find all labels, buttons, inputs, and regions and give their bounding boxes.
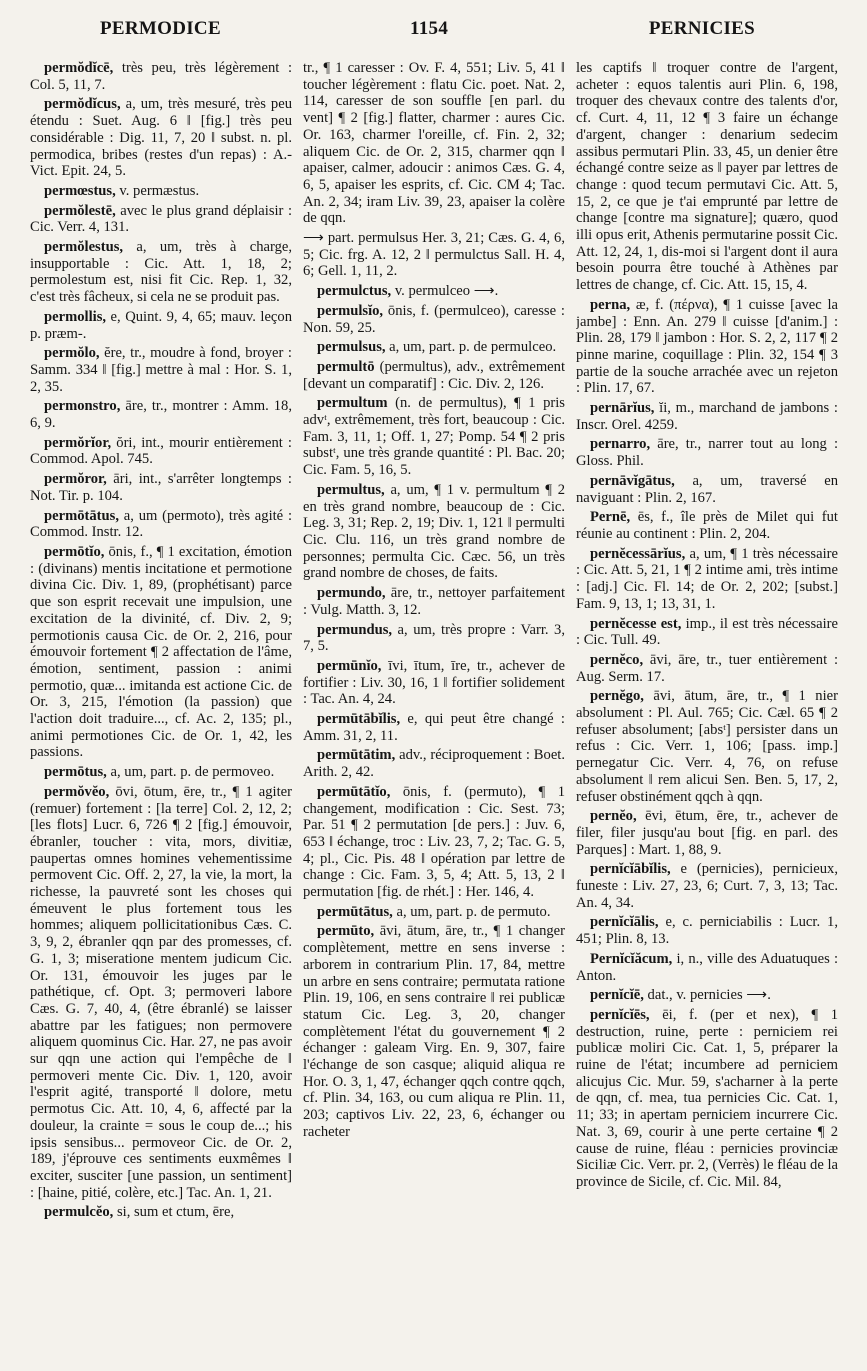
entry-definition: a, um, très mesuré, très peu étendu : Suet. Aug. 6 ‖ [fig.] très peu considérable : Dig. 11, 7, 20 ‖ subst. n. pl. permodica, bribes (restes d'un repas) : A.-Vict. Epit. 24, 5. (30, 96, 292, 180)
entry-headword: permundo, (317, 585, 386, 602)
entry-definition: a, um (permoto), très agité : Commod. Instr. 12. (30, 507, 292, 541)
dictionary-entry (576, 861, 838, 911)
entry-definition: avec le plus grand déplaisir : Cic. Verr. 4, 131. (30, 202, 292, 236)
entry-headword: pernĕgo, (590, 688, 644, 705)
dictionary-entry (30, 764, 292, 781)
entry-definition: v. permæstus. (115, 182, 200, 199)
entry-headword: permŏdĭcus, (44, 96, 121, 113)
entry-headword: permūtābĭlis, (317, 711, 401, 728)
entry-headword: permulcĕo, (44, 1204, 114, 1221)
entry-headword: permonstro, (44, 398, 121, 415)
entry-headword: pernarro, (590, 436, 651, 453)
entry-headword: Pernē, (590, 509, 631, 526)
entry-headword: pernĕco, (590, 651, 644, 668)
dictionary-entry (576, 652, 838, 685)
dictionary-entry (30, 1204, 292, 1221)
entry-definition: imp., il est très nécessaire : Cic. Tull. 49. (576, 615, 838, 649)
dictionary-entry (303, 923, 565, 1140)
dictionary-entry (576, 60, 838, 294)
dictionary-entry (576, 914, 838, 947)
entry-headword: pernārĭus, (590, 400, 655, 417)
entry-definition: a, um, part. p. de permoveo. (106, 764, 275, 781)
entry-definition: a, um, traversé en naviguant : Plin. 2, 167. (576, 472, 838, 506)
dictionary-entry (576, 1007, 838, 1191)
entry-definition: e, c. perniciabilis : Lucr. 1, 451; Plin. 8, 13. (576, 914, 838, 948)
entry-headword: pernāvĭgātus, (590, 472, 675, 489)
entry-definition: ōnis, f. (permuto), ¶ 1 changement, modification : Cic. Sest. 73; Par. 51 ¶ 2 permutation [de pers.] : Juv. 6, 653 ‖ échange, troc : Liv. 23, 7, 2; Tac. G. 5, 4; pl., Cic. Pis. 48 ‖ opération par lettre de change : Cic. Fam. 3, 5, 4; Att. 5, 13, 2 ‖ permutation [fig. de rhét.] : Her. 146, 4. (303, 783, 565, 901)
entry-headword: pernĭcĭālis, (590, 914, 659, 931)
dictionary-entry (30, 471, 292, 504)
dictionary-entry (303, 622, 565, 655)
dictionary-entry (303, 784, 565, 901)
entry-headword: permūtātus, (317, 903, 393, 920)
entry-definition: les captifs ‖ troquer contre de l'argent, acheter : equos talentis auri Plin. 6, 198, troquer des chevaux contre des talents d'or, cf. Curt. 4, 11, 12 ¶ 3 faire un échange d'argent, changer : denarium sedecim assibus permutari Plin. 33, 45, un denier être échangé contre seize as ‖ payer par lettres de change : quod tecum permutavi Cic. Att. 5, 15, 2, ce que je t'ai emprunté par lettre de change [contre ma signature]; quæro, quod illi opus erit, Athenis permutarine possit Cic. Att. 12, 24, 1, dis-moi si l'argent dont il aura besoin pourra être touché à Athènes par lettres de change, cf. Cic. Att. 15, 15, 4. (576, 60, 838, 294)
dictionary-entry (30, 784, 292, 1202)
entry-headword: permūto, (317, 923, 375, 940)
entry-definition: ōvi, ōtum, ēre, tr., ¶ 1 agiter (remuer) fortement : [la terre] Col. 2, 12, 2; [les flots] Lucr. 6, 726 ¶ 2 [fig.] émouvoir, ébranler, toucher : vita, mors, divitiæ, paupertas omnes homines vehementissime permovent Cic. Off. 2, 27, la vie, la mort, la richesse, la pauvreté sont les choses qui émeuvent le plus fortement tous les hommes; aliquem pollicitationibus Cæs. C. 3, 9, 2, ébranler qqn par des promesses, cf. G. 1, 3; miseratione mentem judicum Cic. Or. 131, émouvoir les juges par le pathétique, cf. Opt. 3; permoveri labore Cæs. G. 7, 40, 4, (être ébranlé) se laisser abattre par les fatigues; non permovere aliquem quominus Cic. Har. 27, ne pas avoir sur qqn une action qui l'empêche de ‖ permoveri mente Cic. Div. 1, 120, avoir l'esprit agité, transporté ‖ dolore, metu permotus Cic. Att. 10, 4, 6, affecté par la douleur, la crainte = sous le coup de...; his ipsis sensibus... permoveor Cic. de Or. 2, 189, j'éprouve ces sentiments euxmêmes ‖ exciter, susciter [une passion, un sentiment] : [haine, pitié, colère, etc.] Tac. An. 1, 21. (30, 783, 292, 1201)
dictionary-entry (576, 400, 838, 433)
entry-definition: āre, tr., nettoyer parfaitement : Vulg. Matth. 3, 12. (303, 585, 565, 618)
dictionary-entry (303, 711, 565, 744)
running-head-right: PERNICIES (648, 18, 755, 39)
entry-definition: ēi, f. (per et nex), ¶ 1 destruction, ruine, perte : perniciem rei publicæ moliri Cic. Cat. 1, 5, préparer la ruine de l'état; incumbere ad perniciem alicujus Cic. Mur. 59, s'acharner à la perte de qqn, cf. mea, tua pernicies Cic. Cat. 1, 11; 33; in apertam perniciem incurrere Cic. Nat. 3, 69, courir à une perte certaine ¶ 2 cause de ruine, fléau : pernicies provinciæ Siciliæ Cic. Verr. pr. 2, (Verrès) le fléau de la province de Sicile, cf. Cic. Mil. 84, (576, 1006, 838, 1190)
entry-headword: pernĭcĭēs, (590, 1006, 650, 1023)
entry-headword: permulctus, (317, 283, 392, 300)
entry-definition: (permultus), adv., extrêmement [devant un comparatif] : Cic. Div. 2, 126. (303, 358, 565, 392)
running-head-left: PERMODICE (100, 18, 221, 39)
entry-headword: permōtĭo, (44, 543, 105, 560)
entry-definition: a, um, ¶ 1 v. permultum ¶ 2 en très grand nombre, beaucoup de : Cic. Leg. 3, 31; Rep. 2, 19; Div. 1, 121 ‖ permulti Cic. Clu. 116, un très grand nombre de personnes; permulta Cic. Cæc. 56, un très grand nombre de choses, de faits. (303, 481, 565, 582)
entry-headword: pernĕcessārĭus, (590, 545, 686, 562)
dictionary-entry (303, 395, 565, 479)
entry-headword: permŏlestē, (44, 202, 116, 219)
entry-headword: permŏvĕo, (44, 783, 110, 800)
dictionary-entry (576, 688, 838, 805)
dictionary-entry (576, 808, 838, 858)
entry-headword: permūnĭo, (317, 657, 382, 674)
entry-definition: ōnis, f. (permulceo), caresse : Non. 59, 25. (303, 302, 565, 336)
entry-definition: a, um, très à charge, insupportable : Cic. Att. 1, 18, 2; permolestum est, nisi fit Cic. Rep. 1, 32, c'est très fâcheux, si cela ne se produit pas. (30, 239, 292, 306)
dictionary-entry (30, 183, 292, 200)
dictionary-entry (576, 951, 838, 984)
dictionary-entry (30, 398, 292, 431)
dictionary-entry (303, 60, 565, 227)
entry-definition: a, um, ¶ 1 très nécessaire : Cic. Att. 5, 21, 1 ¶ 2 intime ami, très intime : [adj.] Cic. Fl. 14; de Or. 2, 202; [subst.] Fam. 9, 13, 1; 13, 31, 1. (576, 545, 838, 612)
entry-definition: v. permulceo ⟶. (391, 283, 499, 300)
dictionary-entry (30, 544, 292, 761)
dictionary-entry (303, 585, 565, 618)
entry-headword: pernĕo, (590, 808, 637, 825)
dictionary-entry (30, 96, 292, 180)
entry-headword: permultus, (317, 481, 385, 498)
entry-headword: permūtātim, (317, 747, 396, 764)
entry-headword: pernĭcĭābĭlis, (590, 861, 671, 878)
entry-definition: ⟶ part. permulsus Her. 3, 21; Cæs. G. 4, 6, 5; Cic. frg. A. 12, 2 ‖ permulctus Sall. H. 4, 6; Gell. 1, 11, 2. (303, 230, 565, 280)
dictionary-entry (576, 546, 838, 613)
entry-headword: permūtātĭo, (317, 783, 391, 800)
column-1 (30, 60, 292, 1360)
dictionary-entry (303, 658, 565, 708)
dictionary-entry (303, 482, 565, 582)
entry-headword: permundus, (317, 621, 393, 638)
entry-definition: a, um, part. p. de permuto. (392, 903, 551, 920)
entry-definition: āre, tr., narrer tout au long : Gloss. Phil. (576, 436, 838, 470)
dictionary-entry (303, 230, 565, 280)
entry-definition: ĕre, tr., moudre à fond, broyer : Samm. 334 ‖ [fig.] mettre à mal : Hor. S. 1, 2, 35. (30, 345, 292, 395)
entry-definition: īvi, ītum, īre, tr., achever de fortifier : Liv. 30, 16, 1 ‖ fortifier solidement : Tac. An. 4, 24. (303, 657, 565, 708)
entry-definition: dat., v. pernicies ⟶. (643, 987, 771, 1004)
entry-headword: perna, (590, 296, 631, 313)
entry-definition: très peu, très légèrement : Col. 5, 11, 7. (30, 60, 292, 93)
column-3 (576, 60, 838, 1360)
entry-definition: si, sum et ctum, ēre, (113, 1204, 235, 1221)
entry-definition: ēvi, ētum, ēre, tr., achever de filer, filer jusqu'au bout [fig. en parl. des Parques] : Mart. 1, 88, 9. (576, 808, 838, 858)
entry-headword: permŏlo, (44, 345, 100, 362)
entry-definition: ĭi, m., marchand de jambons : Inscr. Orel. 4259. (576, 400, 838, 433)
page-header (0, 18, 867, 46)
dictionary-entry (576, 509, 838, 542)
entry-definition: āvi, āre, tr., tuer entièrement : Aug. Serm. 17. (576, 651, 838, 685)
dictionary-entry (576, 436, 838, 469)
entry-definition: e, qui peut être changé : Amm. 31, 2, 11. (303, 711, 565, 744)
entry-definition: āri, int., s'arrêter longtemps : Not. Tir. p. 104. (30, 471, 292, 504)
dictionary-entry (30, 203, 292, 236)
entry-headword: permōtātus, (44, 507, 119, 524)
entry-definition: āvi, ātum, āre, tr., ¶ 1 changer complètement, mettre en sens inverse : arborem in contrarium Plin. 17, 84, mettre un arbre en sens contraire; permutata ratione Plin. 19, 106, en sens contraire ‖ rei publicæ statum Cic. Leg. 3, 20, changer complètement l'état du gouvernement ¶ 2 échanger : galeam Virg. En. 9, 307, faire l'échange de son casque; aliquid aliqua re Hor. O. 3, 1, 47, échanger qqch contre qqch, cf. Plin. 34, 163, ou cum aliqua re Plin. 11, 203; captivos Liv. 22, 23, 6, échanger ou racheter (303, 923, 565, 1140)
dictionary-entry (303, 904, 565, 921)
dictionary-entry (303, 303, 565, 336)
entry-headword: permŏrĭor, (44, 434, 112, 451)
entry-definition: i, n., ville des Aduatuques : Anton. (576, 950, 838, 984)
entry-headword: permultum (317, 395, 388, 412)
entry-definition: (n. de permultus), ¶ 1 pris advᵗ, extrêmement, très fort, beaucoup : Cic. Fam. 3, 11, 1; Off. 1, 27; Pomp. 54 ¶ 2 pris substᵗ, une très grande quantité : Pl. Bac. 20; Cic. Fam. 5, 16, 5. (303, 395, 565, 479)
dictionary-entry (576, 987, 838, 1004)
entry-definition: a, um, très propre : Varr. 3, 7, 5. (303, 621, 565, 655)
entry-headword: Pernĭcĭăcum, (590, 950, 673, 967)
dictionary-entry (303, 747, 565, 780)
dictionary-entry (30, 239, 292, 306)
entry-headword: permŏlestus, (44, 239, 124, 256)
entry-headword: permollis, (44, 308, 107, 325)
entry-headword: permōtus, (44, 764, 107, 781)
dictionary-columns (0, 60, 867, 1360)
entry-definition: e, Quint. 9, 4, 65; mauv. leçon p. præm-. (30, 308, 292, 342)
entry-headword: permŏdĭcē, (44, 60, 114, 76)
entry-headword: permultō (317, 358, 375, 375)
dictionary-entry (30, 60, 292, 93)
entry-definition: ōnis, f., ¶ 1 excitation, émotion : (divinans) mentis incitatione et permotione divina Cic. Div. 1, 89, (prophétisant) parce que son esprit recevait une impulsion, une excitation de la divinité, cf. Div. 2, 9; permotionis causa Cic. de Or. 2, 216, pour émouvoir fortement ¶ 2 affectation de l'âme, émotion, sentiment, passion : animi permotio, quæ... imitanda est actione Cic. de Or. 3, 215, l'émotion (la passion) que l'action doit traduire..., cf. Ac. 2, 135; pl., animi permotiones Cic. de Or. 1, 42, les passions. (30, 543, 292, 761)
entry-definition: ŏri, int., mourir entièrement : Commod. Apol. 745. (30, 434, 292, 468)
page-number: 1154 (410, 18, 449, 39)
entry-definition: ēs, f., île près de Milet qui fut réunie au continent : Plin. 2, 204. (576, 509, 838, 542)
entry-definition: āre, tr., montrer : Amm. 18, 6, 9. (30, 398, 292, 432)
entry-definition: a, um, part. p. de permulceo. (385, 339, 557, 356)
entry-headword: permulsus, (317, 339, 386, 356)
dictionary-entry (30, 309, 292, 342)
entry-definition: æ, f. (πέρνα), ¶ 1 cuisse [avec la jambe] : Enn. An. 279 ‖ cuisse [d'anim.] : Plin. 28, 179 ‖ jambon : Hor. S. 2, 2, 117 ¶ 2 pinne marine, coquillage : Plin. 32, 154 ¶ 3 partie de la souche arrachée avec un rejeton : Plin. 17, 67. (576, 296, 838, 397)
dictionary-entry (30, 435, 292, 468)
entry-definition: e (pernicies), pernicieux, funeste : Liv. 27, 23, 6; Curt. 7, 3, 13; Tac. An. 4, 34. (576, 861, 838, 911)
entry-headword: permulsĭo, (317, 302, 384, 319)
dictionary-entry (30, 508, 292, 541)
dictionary-entry (576, 473, 838, 506)
dictionary-entry (576, 297, 838, 397)
entry-headword: permŏror, (44, 471, 107, 488)
entry-definition: adv., réciproquement : Boet. Arith. 2, 42. (303, 747, 565, 781)
dictionary-entry (30, 345, 292, 395)
dictionary-entry (303, 339, 565, 356)
dictionary-entry (303, 359, 565, 392)
dictionary-entry (303, 283, 565, 300)
column-2 (303, 60, 565, 1360)
entry-headword: pernĭcĭē, (590, 987, 644, 1004)
entry-definition: āvi, ātum, āre, tr., ¶ 1 nier absolument : Pl. Aul. 765; Cic. Cæl. 65 ¶ 2 refuser absolument; [absᵗ] persister dans un refus : Cic. Verr. 1, 106; [pass. imp.] pernegatur Cic. Verr. 4, 76, on refuse absolument ‖ rem alicui Sen. Ben. 5, 17, 2, refuser obstinément qqch à qqn. (576, 688, 838, 805)
entry-definition: tr., ¶ 1 caresser : Ov. F. 4, 551; Liv. 5, 41 ‖ toucher légèrement : flatu Cic. poet. Nat. 2, 114, caresser de son souffle [en parl. du vent] ¶ 2 [fig.] flatter, charmer : aures Cic. Or. 163, charmer l'oreille, cf. Fin. 2, 32; aliquem Cic. de Or. 2, 315, charmer qqn ‖ apaiser, calmer, adoucir : animos Cæs. G. 4, 6, 5, apaiser les esprits, cf. Cic. CM 4; Tac. An. 2, 34; iram Liv. 39, 23, apaiser la colère de qqn. (303, 60, 565, 227)
dictionary-entry (576, 616, 838, 649)
entry-headword: permœstus, (44, 182, 116, 199)
entry-headword: pernĕcesse est, (590, 615, 682, 632)
